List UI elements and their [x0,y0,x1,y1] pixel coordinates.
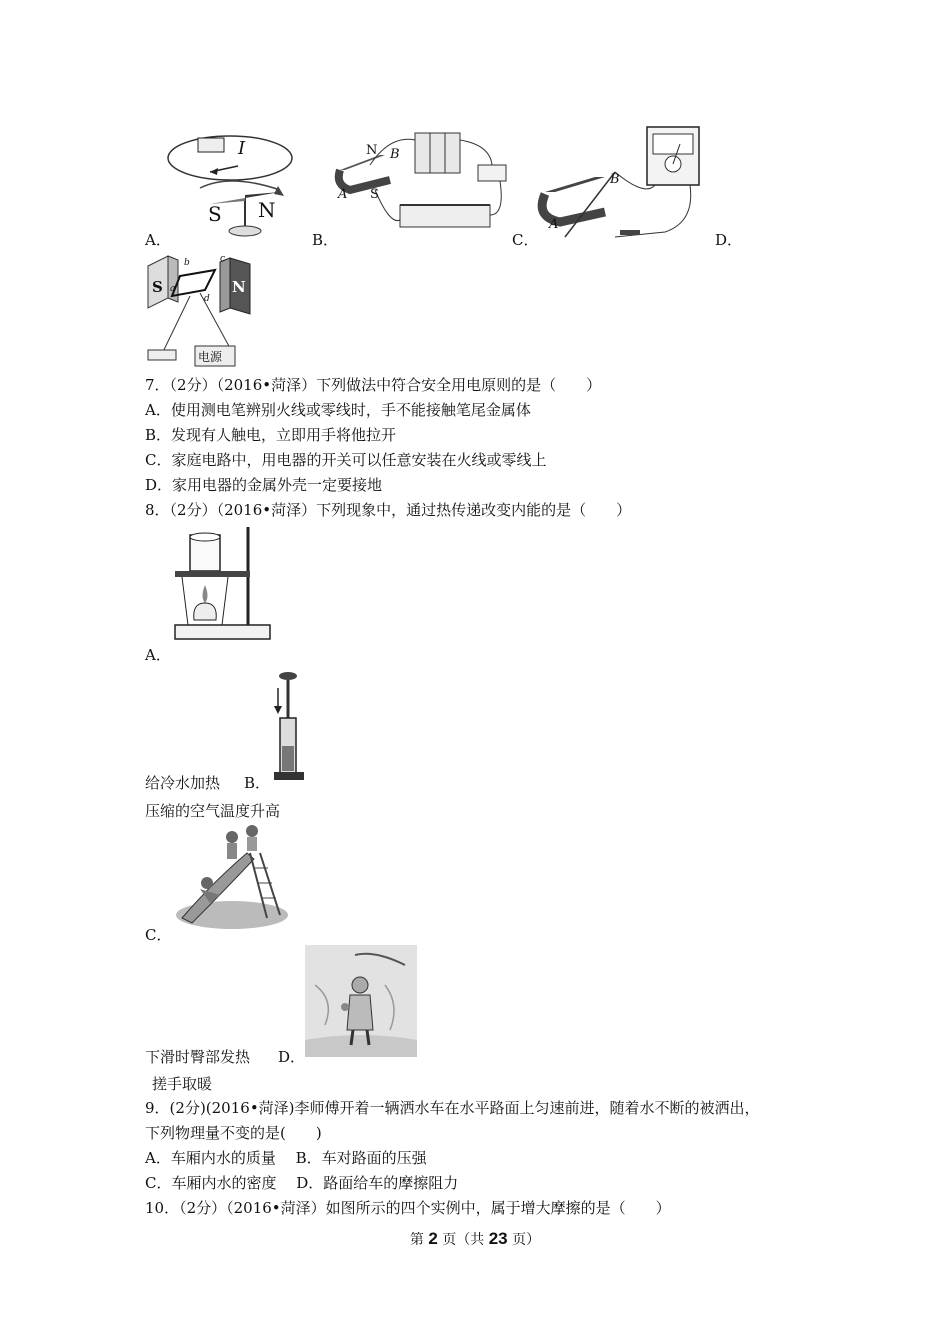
question-7-option-a: A．使用测电笔辨别火线或零线时，手不能接触笔尾金属体 [145,401,531,419]
caption-8d: 搓手取暖 [152,1075,213,1093]
label-b-S: S [370,187,379,202]
option-6a-label: A． [145,231,171,249]
footer-suffix: 页） [507,1232,541,1248]
footer-prefix: 第 [409,1232,429,1248]
figure-8a-heating-water [170,525,275,645]
label-b-A: A [338,187,348,202]
label-d-b: b [184,258,190,268]
figure-6c-drawing [535,122,705,242]
figure-6c-galvanometer [535,122,705,242]
option-8d-label: D． [278,1048,306,1066]
figure-8b-air-pump [268,668,313,783]
caption-8a: 给冷水加热 [145,774,221,792]
label-d-d: d [204,294,210,304]
figure-6a-drawing [160,128,300,243]
option-6b-label: B． [312,231,339,249]
question-9-options-row2: C．车厢内水的密度 D．路面给车的摩擦阻力 [145,1174,459,1192]
label-pole-N: N [258,198,276,222]
question-7-option-c: C．家庭电路中，用电器的开关可以任意安装在火线或零线上 [145,451,547,469]
footer-page-number: 2 [428,1229,438,1248]
figure-6b-circuit [330,125,510,240]
page-footer [0,1229,950,1249]
question-7-option-d: D．家用电器的金属外壳一定要接地 [145,476,383,494]
footer-mid: 页（共 [437,1232,489,1248]
question-7-stem: 7．（2分）（2016•菏泽）下列做法中符合安全用电原则的是（ ） [145,376,602,394]
footer-total-pages: 23 [488,1229,508,1248]
figure-8d-drawing [305,945,417,1057]
label-b-N: N [366,143,378,158]
question-8-stem: 8．（2分）（2016•菏泽）下列现象中，通过热传递改变内能的是（ ） [145,501,632,519]
option-8b-label: B． [244,774,271,792]
question-10-stem: 10．（2分）（2016•菏泽）如图所示的四个实例中，属于增大摩擦的是（ ） [145,1199,671,1217]
figure-6d-motor [140,248,265,373]
figure-8c-slide [172,823,287,933]
caption-8b: 压缩的空气温度升高 [145,802,281,820]
label-d-c: c [220,254,226,264]
label-current-I: I [238,138,246,159]
figure-6b-drawing [330,125,510,240]
figure-6a-current-compass [160,128,300,243]
figure-8a-drawing [170,525,275,645]
label-c-A: A [549,217,559,232]
option-6c-label: C． [512,231,539,249]
figure-8c-drawing [172,823,287,933]
caption-8c: 下滑时臀部发热 [145,1048,251,1066]
label-d-power: 电源 [198,350,223,364]
label-d-N: N [232,278,246,296]
figure-8b-drawing [268,668,313,783]
label-b-B: B [390,147,400,162]
option-8a-label: A． [145,646,171,664]
option-6d-label: D． [715,231,743,249]
label-d-S: S [152,278,163,296]
question-9-options-row1: A．车厢内水的质量 B．车对路面的压强 [145,1149,427,1167]
label-pole-S: S [208,202,222,226]
question-9-stem-line1: 9．(2分)(2016•菏泽)李师傅开着一辆洒水车在水平路面上匀速前进，随着水不断的被洒出， [145,1099,760,1117]
label-d-a: a [170,284,176,294]
question-7-option-b: B．发现有人触电，立即用手将他拉开 [145,426,397,444]
question-9-stem-line2: 下列物理量不变的是( ) [145,1124,322,1142]
option-8c-label: C． [145,926,172,944]
figure-8d-rubbing-hands [305,945,417,1057]
label-c-B: B [610,172,620,187]
